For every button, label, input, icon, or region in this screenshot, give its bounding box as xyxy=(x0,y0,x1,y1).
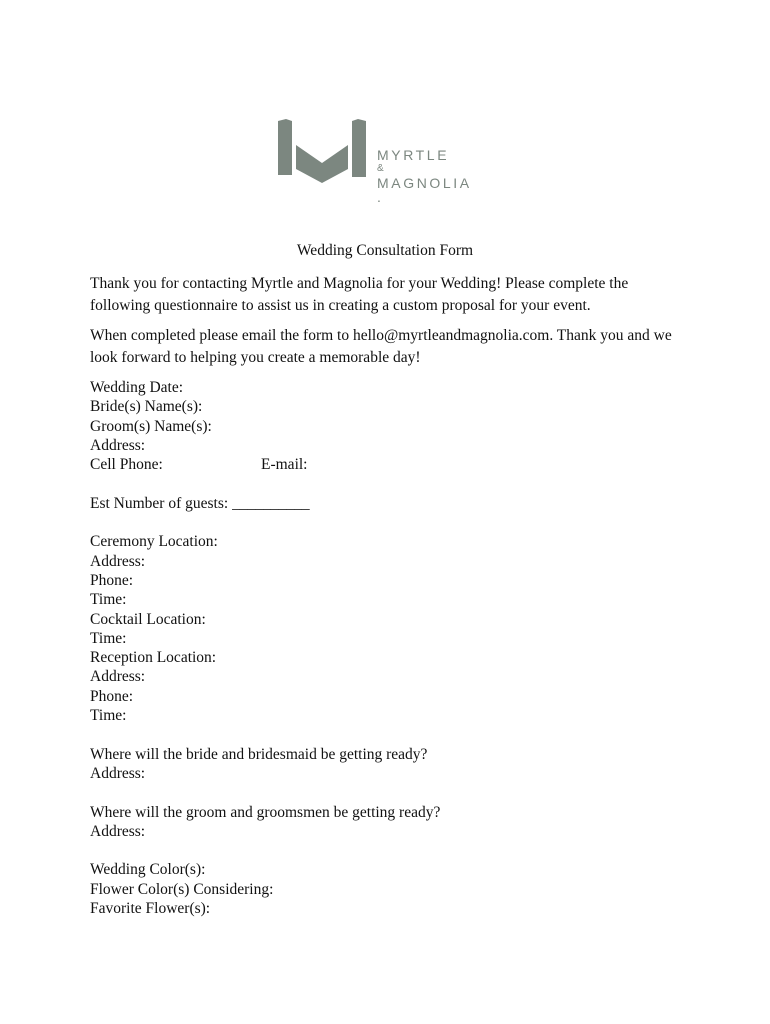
field-bride-getting-ready: Where will the bride and bridesmaid be getting ready? xyxy=(90,745,428,763)
field-reception-address: Address: xyxy=(90,668,146,686)
logo-line1: MYRTLE xyxy=(377,147,450,163)
form-fields xyxy=(90,378,440,918)
company-logo xyxy=(276,117,496,205)
field-bride-ready-address: Address: xyxy=(90,764,146,782)
field-reception-location: Reception Location: xyxy=(90,649,217,667)
logo-line2: MAGNOLIA xyxy=(377,175,472,191)
field-cocktail-time: Time: xyxy=(90,629,127,647)
field-cocktail-location: Cocktail Location: xyxy=(90,610,206,628)
intro-paragraph: Thank you for contacting Myrtle and Magnolia for your Wedding! Please complete the following questionnaire to assist us in creating a custom proposal for your event. xyxy=(90,275,629,314)
field-groom-getting-ready: Where will the groom and groomsmen be getting ready? xyxy=(90,803,441,821)
field-ceremony-location: Ceremony Location: xyxy=(90,533,218,551)
logo-ampersand: & xyxy=(377,163,384,174)
field-contact-row xyxy=(90,455,440,474)
monogram-m-icon xyxy=(276,117,368,185)
field-wedding-colors: Wedding Color(s): xyxy=(90,861,206,879)
field-reception-phone: Phone: xyxy=(90,687,134,705)
instructions-paragraph: When completed please email the form to hello@myrtleandmagnolia.com. Thank you and we look forward to helping you create a memorable day! xyxy=(90,327,672,366)
field-brides-names: Bride(s) Name(s): xyxy=(90,398,203,416)
field-reception-time: Time: xyxy=(90,707,127,725)
field-wedding-date: Wedding Date: xyxy=(90,379,184,396)
field-favorite-flowers: Favorite Flower(s): xyxy=(90,900,211,918)
field-address: Address: xyxy=(90,436,146,454)
field-ceremony-phone: Phone: xyxy=(90,571,134,589)
field-ceremony-address: Address: xyxy=(90,552,146,570)
page-title: Wedding Consultation Form xyxy=(296,242,474,259)
field-grooms-names: Groom(s) Name(s): xyxy=(90,417,212,435)
field-guest-count: Est Number of guests: __________ xyxy=(90,494,310,512)
field-flower-colors: Flower Color(s) Considering: xyxy=(90,880,274,898)
field-ceremony-time: Time: xyxy=(90,591,127,609)
logo-dot: . xyxy=(377,189,384,205)
field-cell-phone: Cell Phone: xyxy=(90,456,163,474)
field-email: E-mail: xyxy=(261,456,308,474)
logo-wordmark xyxy=(377,148,472,204)
field-groom-ready-address: Address: xyxy=(90,822,146,840)
